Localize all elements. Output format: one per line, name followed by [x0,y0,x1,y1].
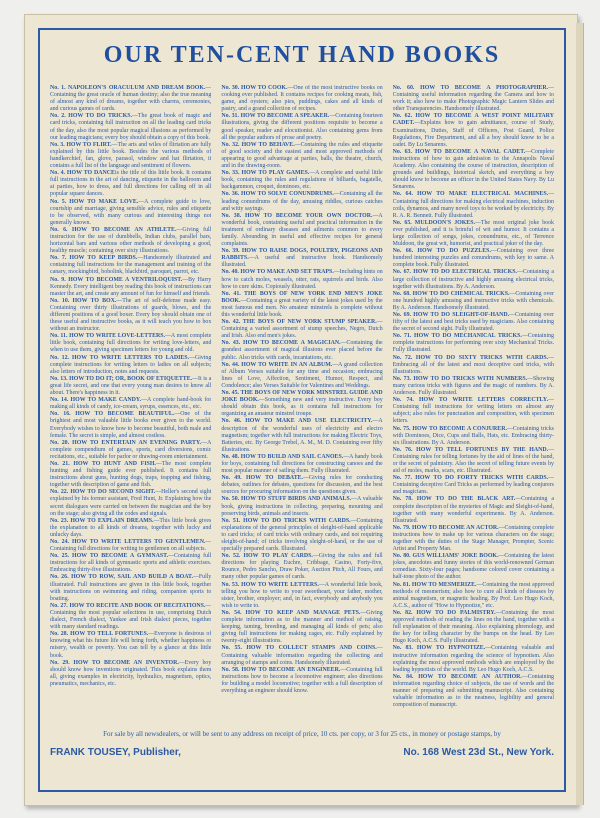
entry-description: —This little book gives the explanation to all kinds of dreams, together with lucky and unlucky days. [50,517,212,538]
entry-description: —One of the most instructive books on cooking ever published. It contains recipes for cooking meats, fish, game, and oysters; also pies, puddings, cakes and all kinds of pastry, and a grand collection of recipes. [221,85,383,113]
entry-heading: No. 77. HOW TO DO FORTY TRICKS WITH CARDS. [392,475,549,482]
entry-heading: No. 4. HOW TO DANCE [50,170,115,177]
entry-description: —Containing the latest jokes, anecdotes and funny stories of this world-renowned German comedian. Sixty-four pages; handsome colored cover containing a half-tone photo of the author. [392,553,554,581]
catalog-entry [393,610,554,645]
entry-description: —Something new and very instructive. Every boy should obtain this book, as it contains full instructions for organizing an amateur minstrel troupe. [221,397,383,418]
entry-heading: No. 50. HOW TO STUFF BIRDS AND ANIMALS. [221,496,352,503]
entry-description: —Giving complete information as to the manner and method of raising, keeping, taming, breeding, and managing all kinds of pets; also giving full instructions for making cages, etc. Fully explained by twenty-eight illustrations. [221,609,383,645]
entry-description: —Handsomely illustrated and containing full instructions for the management and training of the canary, mockingbird, bobolink, blackbird, paroquet, parrot, etc. [50,255,212,276]
catalog-entry [50,199,211,227]
entry-description: —A complete guide to love, courtship and marriage, giving sensible advice, rules and etiquette to be observed, with many curious and interesting things not generally known. [50,198,212,226]
catalog-entry [50,489,211,517]
entry-heading: No. 73. HOW TO DO TRICKS WITH NUMBERS. [392,375,528,382]
entry-description: —Containing a great variety of the latest jokes used by the most famous end men. No amateur minstrels is complete without this wonderful little book. [221,297,383,318]
catalog-page [24,14,578,806]
catalog-entry [393,397,554,425]
entry-description: —Containing useful information regarding the Camera and how to work it; also how to make Photographic Magic Lantern Slides and other Transparencies. Handsomely illustrated. [392,85,554,113]
entry-description: —Containing tricks with Dominoes, Dice, Cups and Balls, Hats, etc. Embracing thirty-six illustrations. By A. Anderson. [392,425,554,446]
entry-heading: No. 84. HOW TO BECOME AN AUTHOR. [392,673,522,680]
entry-heading: No. 44. HOW TO WRITE IN AN ALBUM. [221,361,333,368]
entry-description: —Containing a varied assortment of stump speeches, Negro, Dutch and Irish. Also end men's jokes. [221,319,383,340]
entry-description: —Giving the rules and full directions for playing Euchre, Cribbage, Casino, Forty-five, Rounce, Pedro Sancho, Draw Poker, Auction Pitch, All Fours, and many other popular games of cards. [221,553,383,581]
catalog-entry [50,411,211,439]
catalog-entry [393,496,554,524]
catalog-entry [221,85,382,113]
entry-heading: No. 9. HOW TO BECOME A VENTRILOQUIST. [50,276,183,283]
footer-note: For sale by all newsdealers, or will be sent to any address on receipt of price, 10 cts. per copy, or 3 for 25 cts., in money or postage stamps, by [103,730,501,738]
catalog-entry [393,355,554,376]
entry-description: —Containing all the leading conundrums of the day, amusing riddles, curious catches and witty sayings. [221,191,383,212]
catalog-entry [221,362,382,390]
entry-description: —Containing full directions for making electrical machines, induction coils, dynamos, and many novel toys to be worked by electricity. By R. A. R. Bennett. Fully illustrated. [392,191,554,219]
catalog-entry [50,298,211,333]
entry-description: —The arts and wiles of flirtation are fully explained by this little book. Besides the various methods of handkerchief, fan, glove, parasol, window and hat flirtation, it contains a full list of the language and sentiment of flowers. [50,141,212,170]
catalog-entry [50,355,211,376]
catalog-entry [393,553,554,581]
entry-heading: No. 6. HOW TO BECOME AN ATHLETE. [50,226,177,233]
catalog-entry [393,447,554,475]
catalog-entry [50,397,211,411]
publisher-address: No. 168 West 23d St., New York. [403,747,554,758]
catalog-entry [221,269,382,290]
entry-description: —Explains how to gain admittance, course of Study, Examinations, Duties, Staff of Officers, Post Guard, Police Regulations, Fire Department, and all a boy should know to be a cadet. By Lu Senarens. [392,120,554,148]
entry-heading: No. 58. HOW TO BECOME AN ENGINEER. [221,666,341,673]
publisher-row [50,747,554,758]
entry-heading: No. 69. HOW TO DO SLEIGHT-OF-HAND. [392,312,510,318]
entry-description: —Containing full directions for writing to gentlemen on all subjects. [50,539,212,553]
entry-description: —A wonderful book, containing useful and practical information in the treatment of ordinary diseases and ailments common to every family. Abounding in useful and effective recipes for general complaints. [221,212,383,248]
catalog-entry [221,390,382,418]
entry-description: —Containing full instructions for writing letters on almost any subject; also rules for punctuation and composition, with specimen letters. [392,397,554,425]
entry-heading: No. 55. HOW TO COLLECT STAMPS AND COINS. [221,645,377,652]
entry-description: —Containing full instructions how to become a locomotive engineer; also directions for building a model locomotive; together with a full description of everything an engineer should know. [221,666,383,694]
catalog-entry [393,113,554,148]
catalog-entry [393,674,554,709]
entry-description: —Containing complete instructions how to make up for various characters on the stage; together with the duties of the Stage Manager, Prompter, Scenic Artist and Property Man. [392,524,554,553]
entry-description: —Containing rules for telling fortunes by the aid of lines of the hand, or the secret of palmistry. Also the secret of telling future events by aid of moles, marks, scars, etc. Illustrated. [392,446,554,475]
catalog-entry [221,191,382,212]
catalog-entry [393,582,554,610]
entry-description: —Every boy should know how inventions originated. This book explains them all, giving examples in electricity, hydraulics, magnetism, optics, pneumatics, mechanics, etc. [50,659,212,687]
entry-heading: No. 80. GUS WILLIAMS' JOKE BOOK. [392,553,499,560]
entry-description: —The art of self-defense made easy. Containing over thirty illustrations of guards, blows, and the different positions of a good boxer. Every boy should obtain one of these useful and instructive books, as it will teach you how to box without an instructor. [50,297,212,333]
entry-heading: No. 39. HOW TO RAISE DOGS, POULTRY, PIGEONS AND RABBITS. [221,248,383,262]
entry-description: —The great book of magic and card tricks, containing full instruction on all the leading card tricks of the day, also the most popular magical illusions as performed by our leading magicians; every boy should obtain a copy of this book. [50,113,212,141]
catalog-entry [393,475,554,496]
catalog-entry [221,142,382,170]
entry-heading: No. 41. THE BOYS OF NEW YORK END MEN'S JOKE BOOK. [221,290,383,304]
entry-description: —Containing a large collection of instructive and highly amusing electrical tricks, together with illustrations. By A. Anderson. [392,269,554,290]
entry-heading: No. 14. HOW TO MAKE CANDY. [50,397,142,404]
catalog-entry [50,603,211,631]
catalog-entry [221,496,382,517]
entry-heading: No. 63. HOW TO BECOME A NAVAL CADET. [392,148,526,155]
entry-description: —The most complete hunting and fishing guide ever published. It contains full instructions about guns, hunting dogs, traps, trapping and fishing, together with description of game and fish. [50,460,212,489]
entry-description: is the title of this little book. It contains full instructions in the art of dancing, etiquette in the ballroom and at parties, how to dress, and full directions for calling off in all popular square dances. [50,170,212,198]
catalog-entry [50,574,211,602]
entry-description: —By Harry Kennedy. Every intelligent boy reading this book of instructions can master the art, and create any amount of fun for himself and friends. [50,276,212,297]
catalog-entry [50,376,211,397]
catalog-entry [393,376,554,397]
catalog-entry [221,610,382,645]
catalog-columns [50,85,554,725]
entry-heading: No. 46. HOW TO MAKE AND USE ELECTRICITY. [221,418,373,425]
entry-heading: No. 62. HOW TO BECOME A WEST POINT MILITARY CADET. [392,113,554,127]
entry-description: —Containing the most approved methods of reading the lines on the hand, together with a full explanation of their meaning. Also explaining phrenology, and the key for telling character by the bumps on the head. By Leo Hugo Koch, A.C.S. Fully illustrated. [392,609,554,645]
entry-heading: No. 68. HOW TO DO CHEMICAL TRICKS. [392,290,510,297]
entry-heading: No. 5. HOW TO MAKE LOVE. [50,198,139,205]
entry-description: —A complete hand-book for making all kinds of candy, ice-cream, syrups, essences, etc., etc. [50,397,212,411]
entry-heading: No. 7. HOW TO KEEP BIRDS. [50,255,138,262]
entry-heading: No. 11. HOW TO WRITE LOVE-LETTERS. [50,333,166,340]
page-title: OUR TEN-CENT HAND BOOKS [103,42,501,68]
entry-description: —It is a great life secret, and one that every young man desires to know all about. There's happiness in it. [50,375,212,397]
entry-description: —The most original joke book ever published, and it is brimful of wit and humor. It contains a large collection of songs, jokes, conundrums, etc., of Terrence Muldoon, the great wit, humorist, and practical joker of the day. [392,219,554,248]
catalog-entry [50,170,211,198]
catalog-entry [221,319,382,340]
entry-heading: No. 42. THE BOYS OF NEW YORK STUMP SPEAKER. [221,319,377,326]
catalog-entry [393,312,554,333]
entry-heading: No. 13. HOW TO DO IT; OR, BOOK OF ETIQUETTE. [50,375,193,382]
catalog-entry [50,227,211,255]
footer [50,730,554,758]
entry-description: —Containing information regarding choice of subjects, the use of words and the manner of preparing and submitting manuscript. Also containing valuable information as to the neatness, legibility and general composition of manuscript. [392,673,554,709]
entry-description: —A description of the wonderful uses of electricity and electro magnetism; together with full instructions for making Electric Toys, Batteries, etc. By George Trebel, A. M., M. D. Containing over fifty illustrations. [221,418,383,453]
entry-heading: No. 81. HOW TO MESMERIZE. [392,581,477,588]
entry-description: —Containing over fifty of the latest and best tricks used by magicians. Also containing the secret of second sight. Fully illustrated. [392,312,554,333]
entry-description: —Embracing all of the latest and most deceptive card tricks, with illustrations. [392,354,554,375]
entry-heading: No. 38. HOW TO BECOME YOUR OWN DOCTOR. [221,212,373,219]
catalog-entry [50,333,211,354]
entry-heading: No. 49. HOW TO DEBATE. [221,475,304,482]
catalog-entry [393,525,554,553]
entry-description: —Containing the most approved methods of mesmerism; also how to cure all kinds of diseases by animal magnetism, or magnetic healing. By Prof. Leo Hugo Koch, A.C.S., author of "How to Hypnotize," etc. [392,581,554,609]
entry-heading: No. 64. HOW TO MAKE ELECTRICAL MACHINES. [392,191,549,198]
entry-heading: No. 28. HOW TO TELL FORTUNES. [50,631,149,638]
entry-description: —Fully illustrated. Full instructions are given in this little book, together with instructions on swimming and riding, companion sports to boating. [50,574,212,602]
entry-heading: No. 16. HOW TO BECOME BEAUTIFUL. [50,411,175,418]
entry-description: —Containing over three hundred interesting puzzles and conundrums, with key to same. A complete book. Fully illustrated. [392,248,554,269]
entry-description: —Containing explanations of the general principles of sleight-of-hand applicable to card tricks; of card tricks with ordinary cards, and not requiring sleight-of-hand; of tricks involving sleight-of-hand, or the use of specially prepared cards. Illustrated. [221,517,383,553]
catalog-entry [50,631,211,659]
catalog-entry [50,85,211,113]
blue-border-frame [38,28,566,792]
page-edge [576,23,584,805]
catalog-entry [221,645,382,666]
catalog-entry [221,340,382,361]
entry-heading: No. 48. HOW TO BUILD AND SAIL CANOES. [221,453,344,460]
catalog-entry [393,333,554,354]
entry-heading: No. 45. THE BOYS OF NEW YORK MINSTREL GUIDE AND JOKE BOOK. [221,390,383,404]
entry-description: —Including hints on how to catch moles, weasels, otter, rats, squirrels and birds. Also how to cure skins. Copiously illustrated. [221,269,383,290]
entry-description: —Containing the grandest assortment of magical illusions ever placed before the public. Also tricks with cards, incantations, etc. [221,340,383,361]
catalog-entry [50,660,211,688]
catalog-entry [221,213,382,248]
entry-heading: No. 43. HOW TO BECOME A MAGICIAN. [221,340,341,347]
entry-description: —Containing deceptive Card Tricks as performed by leading conjurers and magicians. [392,475,554,496]
catalog-entry [221,113,382,141]
entry-heading: No. 33. HOW TO PLAY GAMES. [221,170,310,177]
entry-heading: No. 30. HOW TO COOK. [221,85,288,91]
entry-description: —A handy book for boys, containing full directions for constructing canoes and the most popular manner of sailing them. Fully illustrated. [221,453,383,475]
entry-description: —Everyone is desirous of knowing what his future life will bring forth, whether happiness or misery, wealth or poverty. You can tell by a glance at this little book. [50,631,212,659]
entry-heading: No. 79. HOW TO BECOME AN ACTOR. [392,524,499,531]
entry-description: —A valuable book, giving instructions in collecting, preparing, mounting and preserving birds, animals and insects. [221,496,383,517]
entry-description: —A wonderful little book, telling you how to write to your sweetheart, your father, mother, sister, brother, employer; and, in fact, everybody and anybody you wish to write to. [221,581,383,609]
catalog-column-1 [50,85,211,725]
entry-description: —Containing valuable and instructive information regarding the science of hypnotism. Also explaining the most approved methods which are employed by the leading hypnotists of the world. By Leo Hugo Koch, A.C.S. [392,645,554,673]
entry-heading: No. 29. HOW TO BECOME AN INVENTOR. [50,659,179,666]
entry-heading: No. 78. HOW TO DO THE BLACK ART. [392,496,516,503]
entry-description: —Containing fourteen illustrations, giving the different positions requisite to become a good speaker, reader and elocutionist. Also containing gems from all the popular authors of prose and poetry. [221,113,383,141]
entry-heading: No. 27. HOW TO RECITE AND BOOK OF RECITATIONS. [50,602,206,609]
catalog-column-3 [393,85,554,725]
entry-heading: No. 54. HOW TO KEEP AND MANAGE PETS. [221,609,361,616]
entry-heading: No. 2. HOW TO DO TRICKS. [50,113,133,120]
catalog-entry [221,553,382,581]
entry-heading: No. 22. HOW TO DO SECOND SIGHT. [50,489,156,496]
catalog-entry [221,170,382,191]
entry-description: —One of the brightest and most valuable little books ever given to the world. Everybody wishes to know how to become beautiful, both male and female. The secret is simple, and almost costless. [50,411,212,439]
catalog-entry [393,426,554,447]
entry-heading: No. 71. HOW TO DO MECHANICAL TRICKS. [392,333,522,340]
catalog-entry [221,454,382,475]
entry-description: —Complete instructions of how to gain admission to the Annapolis Naval Academy. Also containing the course of instruction, description of grounds and buildings, historical sketch, and everything a boy should know to become an officer in the United States Navy. By Lu Senarens. [392,148,554,191]
catalog-entry [221,667,382,695]
entry-heading: No. 31. HOW TO BECOME A SPEAKER. [221,113,330,120]
entry-description: —Containing the most popular selections in use, comprising Dutch dialect, French dialect, Yankee and Irish dialect pieces, together with many standard readings. [50,602,212,631]
entry-heading: No. 40. HOW TO MAKE AND SET TRAPS. [221,269,334,276]
entry-description: —A most complete little book, containing full directions for writing love-letters, and when to use them, giving specimen letters for young and old. [50,333,212,354]
entry-heading: No. 51. HOW TO DO TRICKS WITH CARDS. [221,517,351,524]
entry-heading: No. 75. HOW TO BECOME A CONJURER. [392,425,507,432]
catalog-entry [393,269,554,290]
entry-description: —A complete and useful little book, containing the rules and regulations of billiards, bagatelle, backgammon, croquet, dominoes, etc. [221,170,383,191]
entry-heading: No. 21. HOW TO HUNT AND FISH. [50,460,156,467]
entry-heading: No. 26. HOW TO ROW, SAIL AND BUILD A BOAT. [50,574,193,581]
entry-description: —Containing the great oracle of human destiny; also the true meaning of almost any kind of dreams, together with charms, ceremonies, and curious games of cards. [50,85,212,113]
entry-description: —Containing complete instructions for performing over sixty Mechanical Tricks. Fully illustrated. [392,333,554,354]
entry-heading: No. 82. HOW TO DO PALMISTRY. [392,609,496,616]
entry-heading: No. 10. HOW TO BOX. [50,297,117,304]
entry-heading: No. 24. HOW TO WRITE LETTERS TO GENTLEMEN. [50,539,206,545]
catalog-entry [393,248,554,269]
catalog-entry [50,553,211,574]
entry-heading: No. 67. HOW TO DO ELECTRICAL TRICKS. [392,269,517,276]
catalog-entry [50,277,211,298]
catalog-entry [393,85,554,113]
entry-heading: No. 72. HOW TO DO SIXTY TRICKS WITH CARDS. [392,354,549,361]
entry-heading: No. 12. HOW TO WRITE LETTERS TO LADIES. [50,354,190,361]
entry-description: —Containing full instructions for all kinds of gymnastic sports and athletic exercises. Embracing thirty-five illustrations. [50,553,212,574]
catalog-entry [50,539,211,553]
catalog-entry [221,248,382,269]
entry-heading: No. 76. HOW TO TELL FORTUNES BY THE HAND. [392,446,549,453]
publisher-name: FRANK TOUSEY, Publisher, [50,747,181,758]
catalog-entry [221,418,382,453]
entry-heading: No. 20. HOW TO ENTERTAIN AN EVENING PARTY. [50,439,202,446]
entry-heading: No. 36. HOW TO SOLVE CONUNDRUMS. [221,191,334,198]
entry-description: —Containing a complete description of the mysteries of Magic and Sleight-of-hand, together with many wonderful experiments. By A. Anderson. Illustrated. [392,496,554,524]
entry-description: —Giving complete instructions for writing letters to ladies on all subjects; also letters of introduction, notes and requests. [50,354,212,375]
catalog-entry [221,291,382,319]
entry-heading: No. 60. HOW TO BECOME A PHOTOGRAPHER. [392,85,549,91]
entry-description: —A complete compendium of games, sports, card diversions, comic recitations, etc., suitable for parlor or drawing-room entertainment. [50,439,212,460]
entry-description: —Giving full instruction for the use of dumbbells, Indian clubs, parallel bars, horizontal bars and various other methods of developing a good, healthy muscle; containing over sixty illustrations. [50,226,212,255]
entry-description: —Containing over one hundred highly amusing and instructive tricks with chemicals. By A. Anderson. Handsomely illustrated. [392,290,554,311]
entry-heading: No. 53. HOW TO WRITE LETTERS. [221,581,319,588]
catalog-entry [393,645,554,673]
catalog-entry [221,475,382,496]
entry-description: —Containing valuable information regarding the collecting and arranging of stamps and coins. Handsomely illustrated. [221,645,383,666]
catalog-entry [50,440,211,461]
entry-heading: No. 74. HOW TO WRITE LETTERS CORRECTLY. [392,397,549,404]
entry-heading: No. 25. HOW TO BECOME A GYMNAST. [50,553,169,560]
entry-heading: No. 66. HOW TO DO PUZZLES. [392,248,491,255]
catalog-entry [393,291,554,312]
entry-description: —Containing the rules and etiquette of good society and the easiest and most approved methods of appearing to good advantage at parties, balls, the theatre, church, and in the drawing-room. [221,141,383,170]
entry-description: —Heller's second sight explained by his former assistant, Fred Hunt, Jr. Explaining how the secret dialogues were carried on between the magician and the boy on the stage; also giving all the codes and signals. [50,489,212,517]
entry-description: —Showing many curious tricks with figures and the magic of numbers. By A. Anderson. Fully illustrated. [392,375,554,397]
catalog-entry [50,461,211,489]
catalog-entry [221,582,382,610]
catalog-entry [393,220,554,248]
catalog-entry [50,255,211,276]
catalog-column-2 [221,85,382,725]
entry-description: —A useful and instructive book. Handsomely illustrated. [221,255,383,269]
entry-heading: No. 32. HOW TO BEHAVE. [221,141,295,148]
catalog-entry [50,518,211,539]
entry-heading: No. 1. NAPOLEON'S ORACULUM AND DREAM BOOK. [50,85,206,91]
entry-heading: No. 65. MULDOON'S JOKES. [392,219,475,226]
entry-heading: No. 83. HOW TO HYPNOTIZE. [392,645,486,652]
entry-description: —Giving rules for conducting debates, outlines for debates, questions for discussion, and the best sources for procuring information on the questions given. [221,475,383,496]
entry-heading: No. 3. HOW TO FLIRT. [50,141,112,148]
catalog-entry [50,142,211,170]
catalog-entry [50,113,211,141]
entry-description: —A grand collection of Album Verses suitable for any time and occasion; embracing lines of Love, Affection, Sentiment, Humor, Respect, and Condolence; also Verses Suitable for Valentines and Weddings. [221,361,383,389]
entry-heading: No. 52. HOW TO PLAY CARDS. [221,553,313,560]
catalog-entry [393,191,554,219]
catalog-entry [393,149,554,192]
entry-heading: No. 23. HOW TO EXPLAIN DREAMS. [50,517,154,524]
catalog-entry [221,518,382,553]
